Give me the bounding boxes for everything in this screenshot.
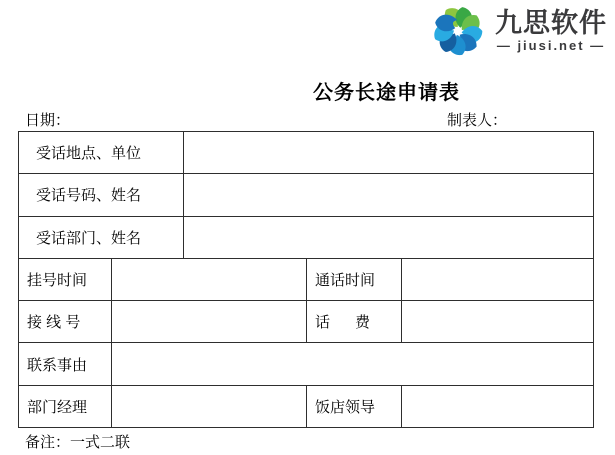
label-dept-manager: 部门经理 xyxy=(27,398,88,416)
label-hotel-leader: 饭店领导 xyxy=(306,386,401,427)
value-call-fee xyxy=(401,301,593,342)
table-row-callee-location xyxy=(19,132,593,173)
site-logo[interactable] xyxy=(429,4,607,58)
logo-domain-text: — jiusi.net — xyxy=(496,38,606,53)
form-title: 公务长途申请表 xyxy=(313,82,460,104)
value-callee-department xyxy=(183,217,593,258)
preparer-label: 制表人： xyxy=(447,112,508,129)
label-callee-department: 受话部门、姓名 xyxy=(36,229,142,247)
label-contact-reason: 联系事由 xyxy=(27,356,88,374)
application-form-table xyxy=(18,131,594,428)
table-row-contact-reason xyxy=(19,342,593,384)
table-row-times xyxy=(19,258,593,300)
table-row-callee-department xyxy=(19,216,593,258)
value-hotel-leader xyxy=(401,386,593,427)
label-talk-time: 通话时间 xyxy=(306,259,401,300)
date-label: 日期： xyxy=(25,112,71,129)
logo-company-name: 九思软件 xyxy=(495,8,607,38)
value-contact-reason xyxy=(111,343,593,384)
value-line-number xyxy=(111,301,306,342)
table-row-line-fee xyxy=(19,300,593,342)
label-callee-number: 受话号码、姓名 xyxy=(36,187,142,205)
label-register-time: 挂号时间 xyxy=(27,271,88,289)
value-dept-manager xyxy=(111,386,306,427)
value-talk-time xyxy=(401,259,593,300)
value-callee-number xyxy=(183,174,593,215)
value-callee-location xyxy=(183,132,593,173)
value-register-time xyxy=(111,259,306,300)
label-callee-location: 受话地点、单位 xyxy=(36,145,142,163)
table-row-approvals xyxy=(19,385,593,427)
logo-text xyxy=(495,8,607,54)
table-row-callee-number xyxy=(19,173,593,215)
pinwheel-icon xyxy=(429,4,487,58)
label-line-number: 接 线 号 xyxy=(27,314,81,332)
label-call-fee: 话 费 xyxy=(306,301,401,342)
footer-note: 备注：一式二联 xyxy=(25,434,131,451)
